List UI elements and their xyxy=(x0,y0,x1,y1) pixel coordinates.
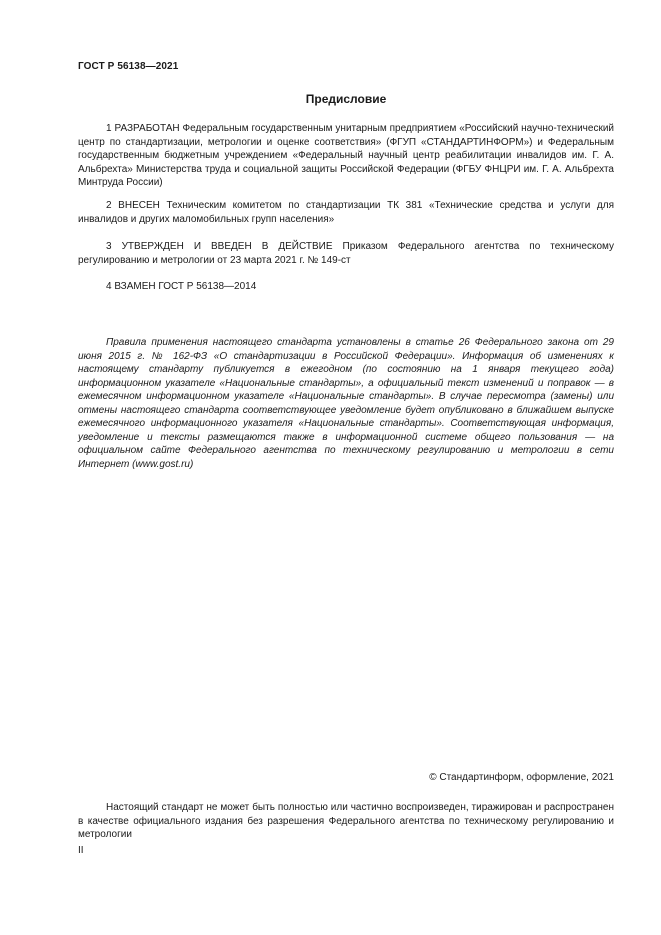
paragraph-replaces: 4 ВЗАМЕН ГОСТ Р 56138—2014 xyxy=(106,281,257,292)
page-number: II xyxy=(78,845,84,856)
copyright-line: © Стандартинформ, оформление, 2021 xyxy=(429,772,614,783)
reproduction-notice: Настоящий стандарт не может быть полностью или частично воспроизведен, тиражирован и распространен в качестве официального издания без разрешения Федерального агентства по техническому регулированию и метрологии xyxy=(78,802,614,840)
document-code-header: ГОСТ Р 56138—2021 xyxy=(78,61,179,72)
paragraph-developed: 1 РАЗРАБОТАН Федеральным государственным унитарным предприятием «Российский научно-технический центр по стандартизации, метрологии и оценке соответствия» (ФГУП «СТАНДАРТИНФОРМ») и Федеральным государственным бюджетным учреждением «Федеральный научный центр реабилитации инвалидов им. Г. А. Альбрехта» Министерства труда и социальной защиты Российской Федерации (ФГБУ ФНЦРИ им. Г. А. Альбрехта Минтруда России) xyxy=(78,123,614,188)
section-title: Предисловие xyxy=(305,92,387,106)
paragraph-approved: 3 УТВЕРЖДЕН И ВВЕДЕН В ДЕЙСТВИЕ Приказом Федерального агентства по техническому регулированию и метрологии от 23 марта 2021 г. № 149-ст xyxy=(78,241,614,266)
application-rules-note: Правила применения настоящего стандарта установлены в статье 26 Федерального закона от 29 июня 2015 г. № 162-ФЗ «О стандартизации в Российской Федерации». Информация об изменениях к настоящему стандарту публикуется в ежегодном (по состоянию на 1 января текущего года) информационном указателе «Национальные стандарты», а официальный текст изменений и поправок — в ежемесячном информационном указателе «Национальные стандарты». В случае пересмотра (замены) или отмены настоящего стандарта соответствующее уведомление будет опубликовано в ближайшем выпуске ежемесячного информационного указателя «Национальные стандарты». Соответствующая информация, уведомление и тексты размещаются также в информационной системе общего пользования — на официальном сайте Федерального агентства по техническому регулированию и метрологии в сети Интернет (www.gost.ru) xyxy=(78,337,614,470)
paragraph-introduced: 2 ВНЕСЕН Техническим комитетом по стандартизации ТК 381 «Технические средства и услуги для инвалидов и других маломобильных групп населения» xyxy=(78,200,614,225)
